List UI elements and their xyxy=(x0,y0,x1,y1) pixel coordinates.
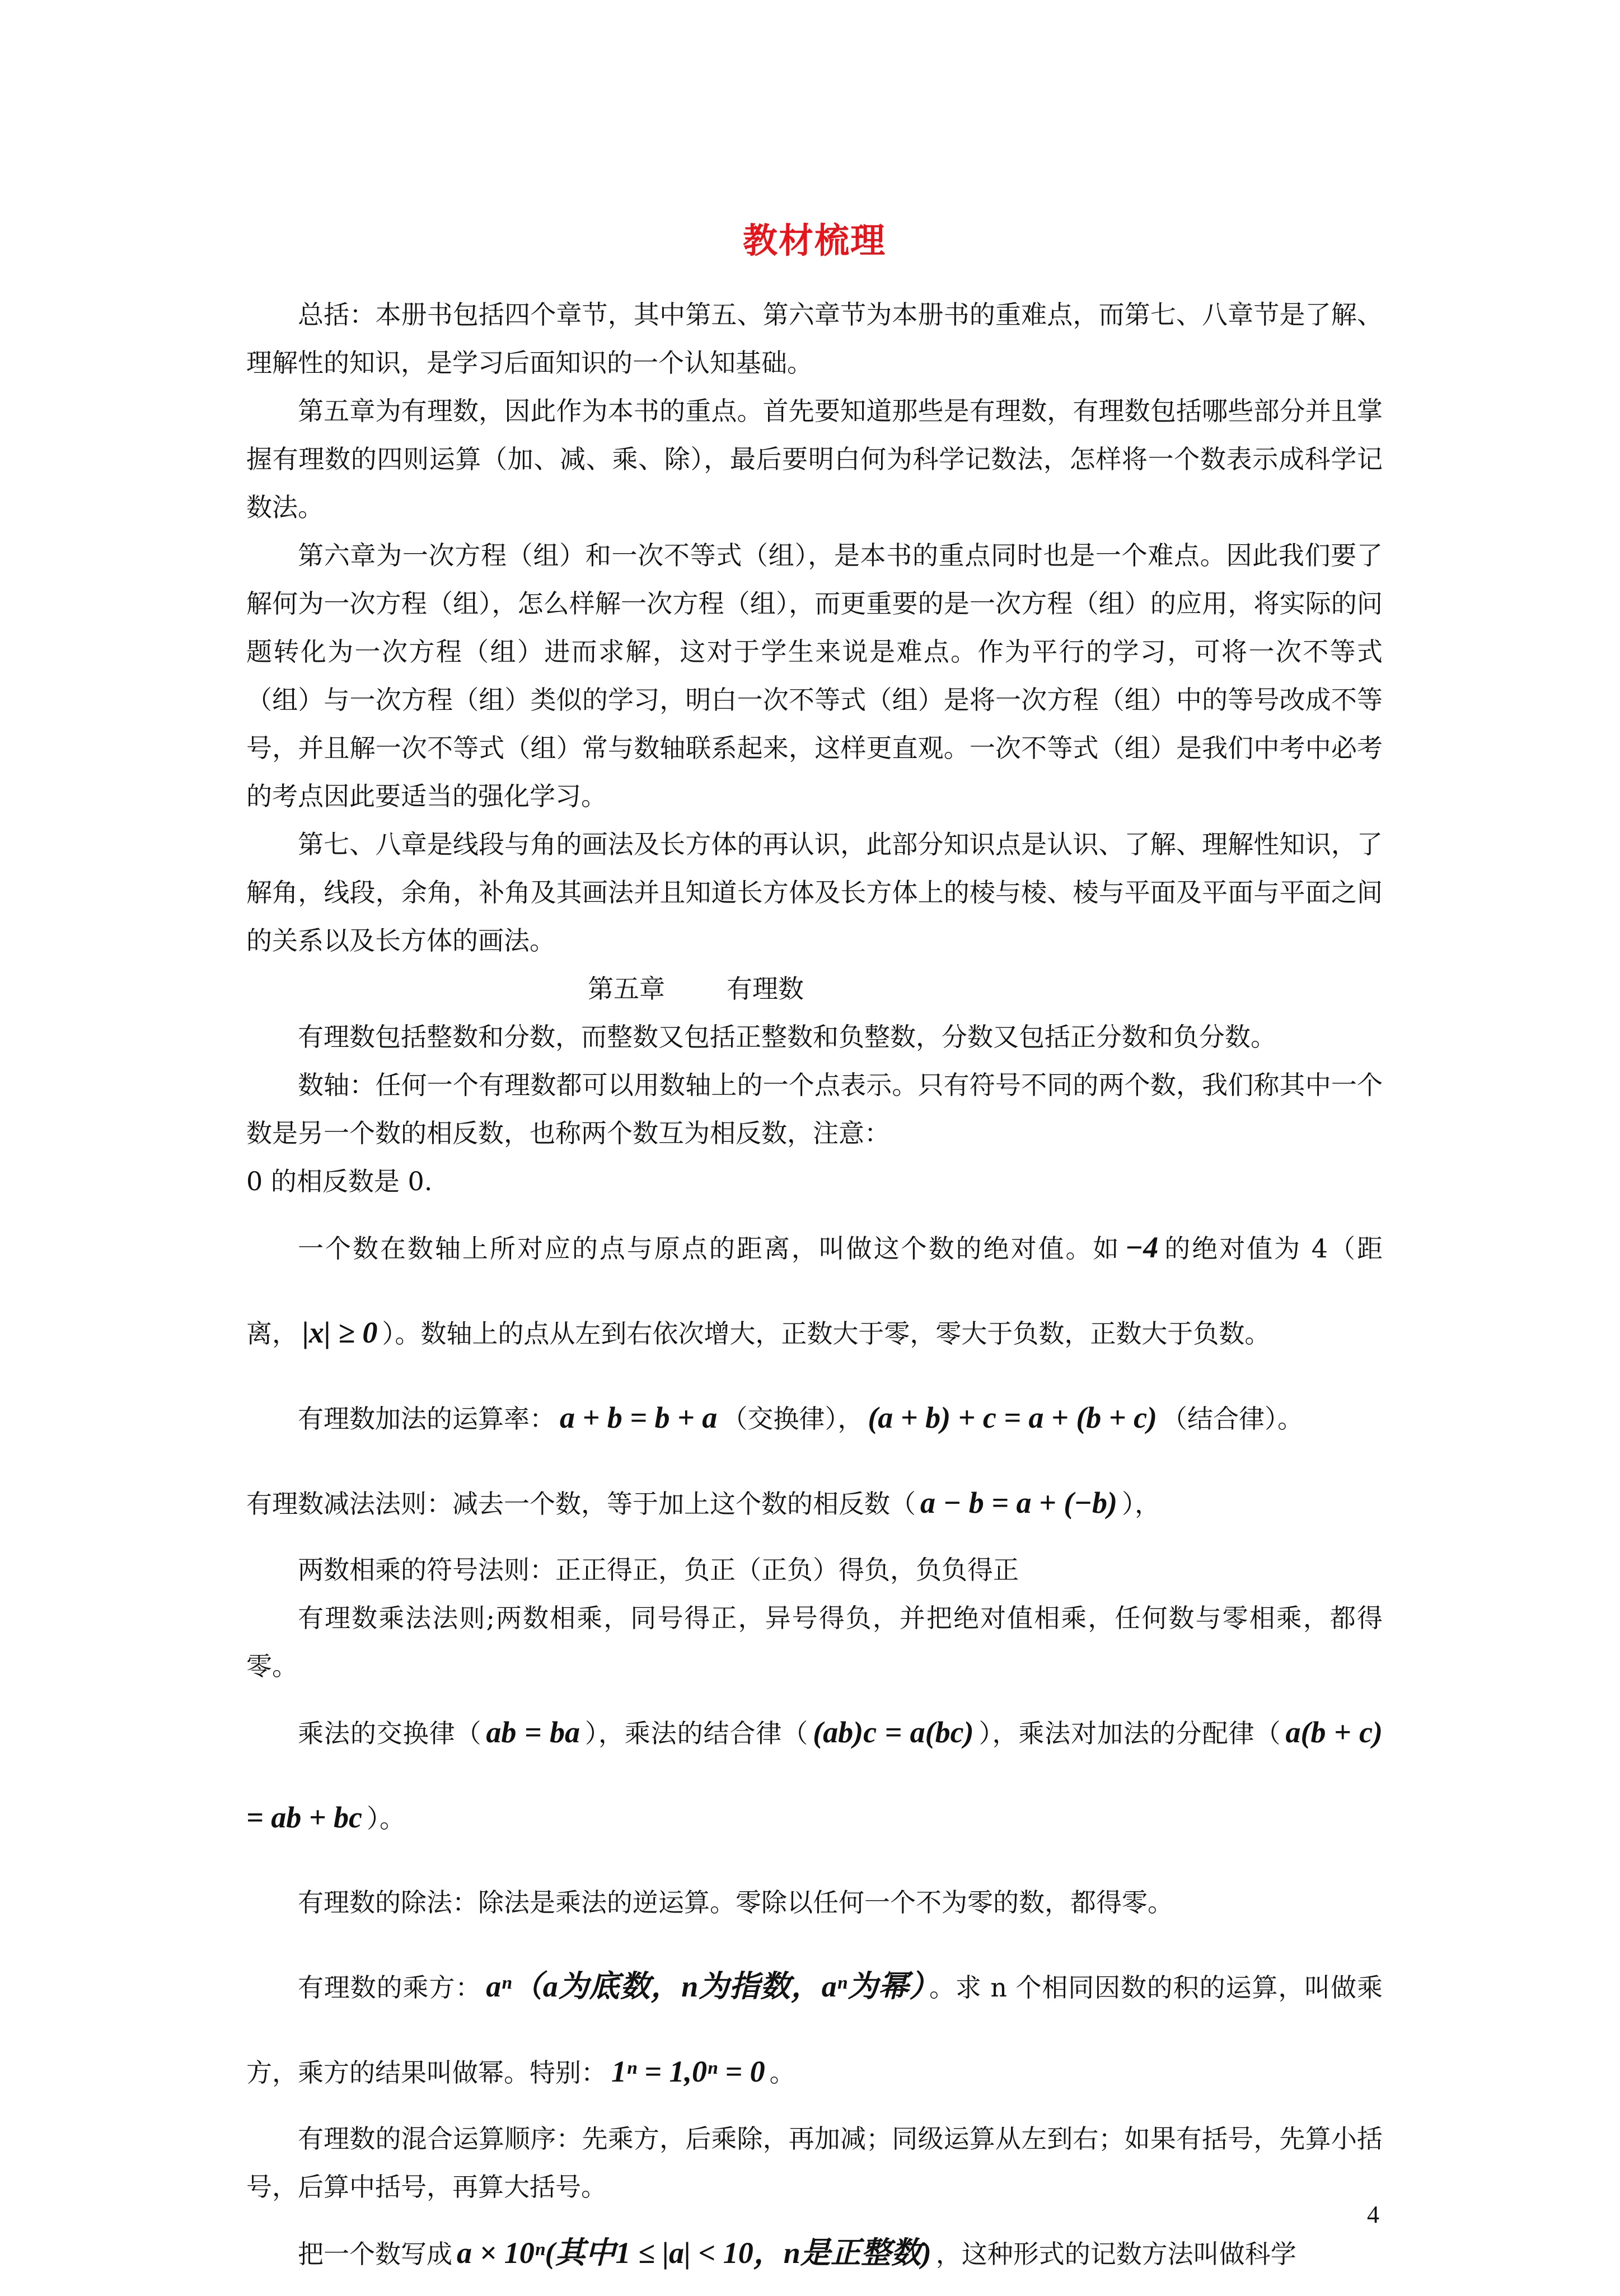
pow-text-3: 。 xyxy=(769,2057,795,2088)
page-number: 4 xyxy=(1367,2201,1379,2228)
subtraction-rule-paragraph xyxy=(246,1461,1383,1546)
law-text-2: ），乘法的结合律（ xyxy=(584,1718,809,1748)
summary-paragraph: 总括：本册书包括四个章节，其中第五、第六章节为本册书的重难点，而第七、八章节是了解、理解性的知识，是学习后面知识的一个认知基础。 xyxy=(246,300,1383,378)
page-title: 教材梳理 xyxy=(742,220,886,261)
absolute-value-paragraph xyxy=(246,1205,1383,1376)
add-text-1: 有理数加法的运算率： xyxy=(298,1404,555,1434)
abs-text-1: 一个数在数轴上所对应的点与原点的距离，叫做这个数的绝对值。如 xyxy=(298,1233,1121,1264)
zero-opposite-note: 0 的相反数是 0. xyxy=(246,1166,433,1196)
multiplication-rule-paragraph: 有理数乘法法则;两数相乘，同号得正，异号得负，并把绝对值相乘，任何数与零相乘，都得零。 xyxy=(246,1603,1383,1681)
number-axis-paragraph: 数轴：任何一个有理数都可以用数轴上的一个点表示。只有符号不同的两个数，我们称其中一个数是另一个数的相反数，也称两个数互为相反数，注意： xyxy=(246,1070,1383,1148)
law-text-1: 乘法的交换律（ xyxy=(298,1718,482,1748)
chapter6-overview-paragraph: 第六章为一次方程（组）和一次不等式（组），是本书的重点同时也是一个难点。因此我们要了解何为一次方程（组），怎么样解一次方程（组），而更重要的是一次方程（组）的应用，将实际的问题转化为一次方程（组）进而求解，这对于学生来说是难点。作为平行的学习，可将一次不等式（组）与一次方程（组）类似的学习，明白一次不等式（组）是将一次方程（组）中的等号改成不等号，并且解一次不等式（组）常与数轴联系起来，这样更直观。一次不等式（组）是我们中考中必考的考点因此要适当的强化学习。 xyxy=(246,540,1383,811)
operation-order-paragraph: 有理数的混合运算顺序：先乘方，后乘除，再加减；同级运算从左到右；如果有括号，先算小括号，后算中括号，再算大括号。 xyxy=(246,2124,1383,2202)
sign-rule-paragraph: 两数相乘的符号法则：正正得正，负正（正负）得负，负负得正 xyxy=(298,1555,1019,1585)
addition-law-paragraph xyxy=(246,1376,1383,1461)
chapter-number: 第五章 xyxy=(588,974,665,1004)
rational-intro-paragraph: 有理数包括整数和分数，而整数又包括正整数和负整数，分数又包括正分数和负分数。 xyxy=(298,1022,1276,1052)
power-paragraph xyxy=(246,1944,1383,2115)
distributive-formula: a(b + c) = ab + bc xyxy=(246,1715,1383,1834)
subtraction-formula: a − b = a + (−b) xyxy=(920,1486,1117,1519)
abs-text-3: ）。数轴上的点从左到右依次增大，正数大于零，零大于负数，正数大于负数。 xyxy=(382,1318,1271,1349)
division-paragraph: 有理数的除法：除法是乘法的逆运算。零除以任何一个不为零的数，都得零。 xyxy=(298,1887,1173,1918)
scientific-notation-paragraph xyxy=(246,2211,1383,2296)
sub-text-2: ）， xyxy=(1121,1489,1160,1519)
chapter-name: 有理数 xyxy=(727,974,804,1004)
sci-text-2: ，这种形式的记数方法叫做科学 xyxy=(935,2239,1296,2269)
document-page xyxy=(246,213,1383,2296)
add-text-2: （交换律）， xyxy=(722,1404,864,1434)
chapter-heading xyxy=(246,965,1383,1013)
abs-formula-1: −4 xyxy=(1125,1231,1159,1264)
law-text-4: ）。 xyxy=(367,1803,406,1834)
sub-text-1: 有理数减法法则：减去一个数，等于加上这个数的相反数（ xyxy=(246,1489,916,1519)
sci-text-1: 把一个数写成 xyxy=(298,2239,452,2269)
pow-text-2: 。求 n 个相同因数的积的运算，叫做乘方，乘方的结果叫做幂。特别： xyxy=(246,1972,1383,2088)
abs-formula-2: |x| ≥ 0 xyxy=(302,1316,378,1349)
commutative-formula: a + b = b + a xyxy=(560,1401,718,1434)
abs-text-2: 的绝对值为 4（距离， xyxy=(246,1233,1383,1349)
chapter7-8-overview-paragraph: 第七、八章是线段与角的画法及长方体的再认识，此部分知识点是认识、了解、理解性知识，了解角，线段，余角，补角及其画法并且知道长方体及长方体上的棱与棱、棱与平面及平面与平面之间的关系以及长方体的画法。 xyxy=(246,829,1383,956)
power-formula: aⁿ（a为底数，n为指数，aⁿ为幂） xyxy=(486,1970,925,2003)
mult-associative-formula: (ab)c = a(bc) xyxy=(813,1715,974,1749)
scientific-formula: a × 10ⁿ(其中1 ≤ |a| < 10，n是正整数) xyxy=(457,2236,931,2270)
add-text-3: （结合律）。 xyxy=(1162,1404,1304,1434)
chapter5-overview-paragraph: 第五章为有理数，因此作为本书的重点。首先要知道那些是有理数，有理数包括哪些部分并且掌握有理数的四则运算（加、减、乘、除），最后要明白何为科学记数法，怎样将一个数表示成科学记数法。 xyxy=(246,396,1383,522)
multiplication-laws-paragraph xyxy=(246,1690,1383,1860)
mult-commutative-formula: ab = ba xyxy=(486,1715,580,1749)
associative-formula: (a + b) + c = a + (b + c) xyxy=(868,1401,1158,1434)
law-text-3: ），乘法对加法的分配律（ xyxy=(978,1718,1281,1748)
pow-text-1: 有理数的乘方： xyxy=(298,1972,482,2003)
power-special-formula: 1ⁿ = 1,0ⁿ = 0 xyxy=(611,2055,765,2088)
